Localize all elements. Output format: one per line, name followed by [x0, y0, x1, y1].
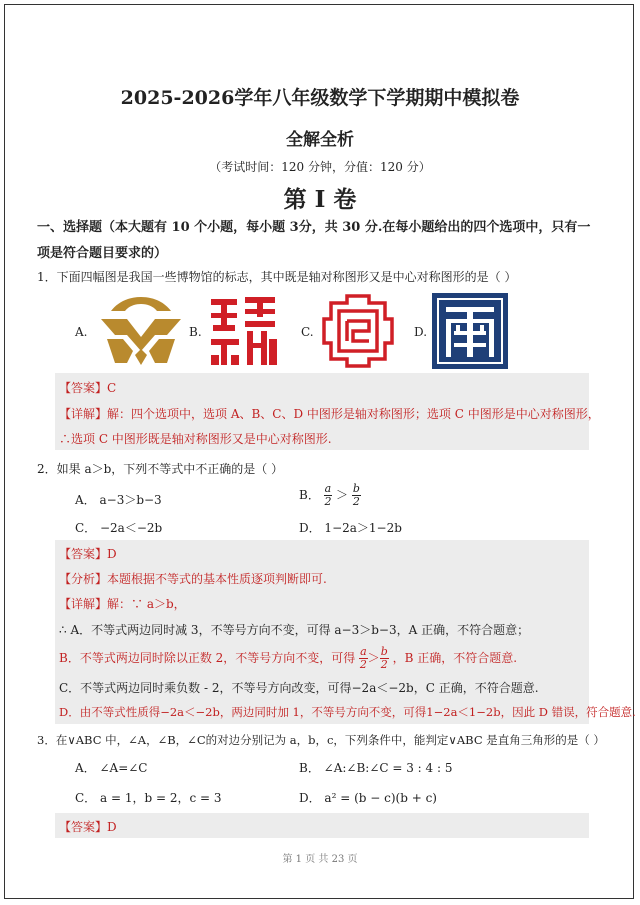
museum-logo-d-icon [432, 293, 508, 369]
q3-option-c: C． a = 1，b = 2，c = 3 [75, 791, 222, 805]
q3-option-b: B． ∠A:∠B:∠C = 3 : 4 : 5 [299, 761, 453, 775]
q2-option-b-sign: ＞ [336, 488, 349, 502]
q2-answer: 【答案】D [59, 547, 117, 561]
q1-option-b-label: B. [189, 325, 202, 339]
q2-option-b-frac-a: $\frac{a}{2}$ [324, 482, 332, 508]
exam-info: （考试时间：120 分钟，分值：120 分） [209, 160, 431, 174]
museum-logo-b-icon [209, 295, 279, 367]
museum-logo-a-icon [97, 293, 185, 369]
q2-line-b: B．不等式两边同时除以正数 2，不等号方向不变，可得 $\frac{a}{2}$ ＞ $\frac{b}{2}$ ，B 正确，不符合题意. [59, 645, 518, 671]
q1-option-a-label: A. [75, 325, 88, 339]
exam-page [4, 4, 634, 899]
q3-option-d: D． a² = (b − c)(b + c) [299, 791, 437, 805]
q2-answer-box [55, 540, 636, 724]
q1-text: 1．下面四幅图是我国一些博物馆的标志，其中既是轴对称图形又是中心对称图形的是（ ） [37, 270, 517, 284]
q1-option-c-label: C. [301, 325, 314, 339]
section-heading-line1: 一、选择题（本大题有 10 个小题，每小题 3分，共 30 分.在每小题给出的四个选项中，只有一 [37, 220, 591, 235]
q2-text: 2．如果 a＞b，下列不等式中不正确的是（ ） [37, 462, 284, 476]
q2-option-b-frac-b: $\frac{b}{2}$ [352, 482, 360, 508]
q1-detail-line2: ∴选项 C 中图形既是轴对称图形又是中心对称图形. [59, 432, 332, 446]
q2-option-a: A． a−3＞b−3 [75, 493, 162, 507]
q2-line-d: D．由不等式性质得−2a＜−2b，两边同时加 1，不等号方向不变，可得1−2a＜1−2b，因此 D 错误，符合题意. [59, 705, 636, 719]
q1-answer: 【答案】C [59, 381, 117, 395]
q3-text: 3．在∨ABC 中，∠A，∠B，∠C的对边分别记为 a，b，c，下列条件中，能判定∨ABC 是直角三角形的是（ ） [37, 733, 605, 747]
section-heading-line2: 项是符合题目要求的） [37, 246, 168, 261]
volume-heading: 第 I 卷 [283, 186, 357, 213]
q1-answer-box [55, 373, 600, 450]
q2-line-a: ∴ A．不等式两边同时减 3，不等号方向不变，可得 a−3＞b−3，A 正确，不符合题意； [59, 623, 530, 637]
q3-answer: 【答案】D [59, 820, 117, 834]
q2-option-d: D． 1−2a＞1−2b [299, 521, 402, 535]
q2-analysis: 【分析】本题根据不等式的基本性质逐项判断即可. [59, 572, 327, 586]
q1-option-d-label: D. [414, 325, 428, 339]
q2-option-c: C． −2a＜−2b [75, 521, 163, 535]
q2-line-c: C．不等式两边同时乘负数 - 2，不等号方向改变，可得−2a＜−2b，C 正确，不符合题意. [59, 681, 539, 695]
q1-detail-line1: 【详解】解：四个选项中，选项 A、B、C、D 中图形是轴对称图形；选项 C 中图形是中心对称图形， [59, 407, 600, 421]
q2-option-b [299, 483, 361, 508]
q3-answer-box [55, 813, 589, 838]
page-number: 第 1 页 共 23 页 [282, 854, 358, 865]
section-heading [37, 215, 607, 267]
q2-detail: 【详解】解：∵ a＞b， [59, 597, 186, 611]
exam-title: 2025-2026学年八年级数学下学期期中模拟卷 [120, 87, 520, 109]
museum-logo-c-icon [321, 293, 395, 369]
q2-option-b-prefix: B． [299, 488, 320, 502]
q3-option-a: A． ∠A=∠C [75, 761, 148, 775]
exam-subtitle: 全解全析 [286, 130, 354, 150]
